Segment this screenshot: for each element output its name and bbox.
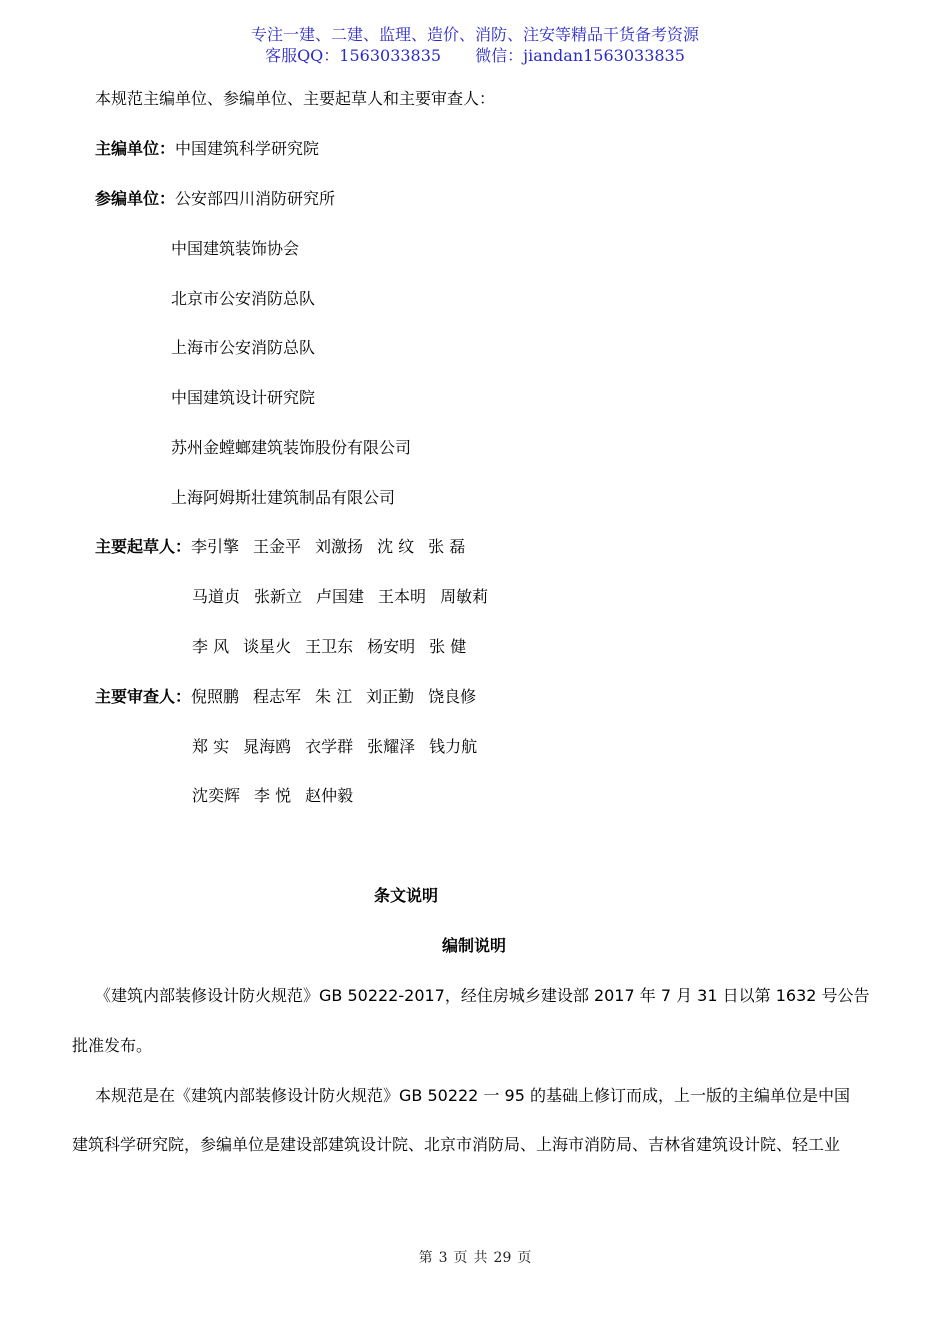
reviewers-row	[192, 786, 367, 806]
reviewers-label: 主要审查人：	[95, 687, 192, 706]
total-pages: 29	[493, 1250, 512, 1266]
chief-unit-label: 主编单位：	[95, 139, 176, 158]
drafters-row	[192, 637, 480, 657]
header-wechat: 微信：jiandan1563033835	[475, 46, 685, 65]
page-number: 3	[438, 1250, 448, 1266]
drafter-name: 沈 纹	[377, 537, 415, 556]
drafters-row	[95, 537, 479, 557]
paragraph-1-line-1: 《建筑内部装修设计防火规范》GB 50222-2017，经住房城乡建设部 2017 年 7 月 31 日以第 1632 号公告	[95, 986, 870, 1005]
chief-unit-value: 中国建筑科学研究院	[175, 139, 320, 158]
drafter-name: 张 磊	[428, 537, 466, 556]
reviewer-name: 晁海鸥	[243, 737, 292, 756]
participating-unit: 公安部四川消防研究所	[175, 189, 336, 208]
reviewer-name: 沈奕辉	[192, 786, 241, 805]
reviewer-name: 衣学群	[305, 737, 354, 756]
drafter-name: 刘激扬	[315, 537, 364, 556]
intro-text: 本规范主编单位、参编单位、主要起草人和主要审查人：	[95, 89, 496, 108]
paragraph-1-line-2: 批准发布。	[72, 1036, 153, 1055]
reviewer-name: 郑 实	[192, 737, 230, 756]
page-footer: 第 3 页 共 29 页	[418, 1250, 532, 1266]
participating-units-label: 参编单位：	[95, 189, 176, 208]
participating-unit: 中国建筑装饰协会	[171, 239, 300, 258]
drafter-name: 王本明	[378, 587, 427, 606]
chief-unit	[95, 139, 319, 159]
header-contact	[0, 46, 950, 66]
reviewers-row	[95, 687, 490, 707]
participating-unit: 上海阿姆斯壮建筑制品有限公司	[171, 488, 396, 507]
drafter-name: 李引擎	[191, 537, 240, 556]
reviewer-name: 朱 江	[315, 687, 353, 706]
header-qq: 客服QQ：1563033835	[265, 46, 442, 65]
paragraph-2-line-2: 建筑科学研究院，参编单位是建设部建筑设计院、北京市消防局、上海市消防局、吉林省建筑设计院、轻工业	[72, 1135, 841, 1154]
drafter-name: 李 风	[192, 637, 230, 656]
reviewer-name: 李 悦	[254, 786, 292, 805]
participating-unit: 中国建筑设计研究院	[171, 388, 316, 407]
drafter-name: 王金平	[253, 537, 302, 556]
reviewer-name: 刘正勤	[366, 687, 415, 706]
participating-unit: 苏州金螳螂建筑装饰股份有限公司	[171, 438, 412, 457]
reviewers-row	[192, 737, 491, 757]
participating-unit: 上海市公安消防总队	[171, 338, 316, 357]
drafter-name: 张 健	[429, 637, 467, 656]
reviewer-name: 赵仲毅	[305, 786, 354, 805]
drafter-name: 卢国建	[316, 587, 365, 606]
header-title: 专注一建、二建、监理、造价、消防、注安等精品干货备考资源	[250, 25, 699, 44]
paragraph-2-line-1: 本规范是在《建筑内部装修设计防火规范》GB 50222 一 95 的基础上修订而成，上一版的主编单位是中国	[95, 1086, 850, 1105]
drafter-name: 谈星火	[243, 637, 292, 656]
reviewer-name: 倪照鹏	[191, 687, 240, 706]
participating-unit: 北京市公安消防总队	[171, 289, 316, 308]
drafter-name: 张新立	[254, 587, 303, 606]
participating-units	[95, 189, 335, 209]
reviewer-name: 张耀泽	[367, 737, 416, 756]
drafters-label: 主要起草人：	[95, 537, 192, 556]
drafter-name: 王卫东	[305, 637, 354, 656]
reviewer-name: 钱力航	[429, 737, 478, 756]
section-title: 条文说明	[374, 886, 439, 905]
drafters-row	[192, 587, 502, 607]
drafter-name: 杨安明	[367, 637, 416, 656]
drafter-name: 马道贞	[192, 587, 241, 606]
drafter-name: 周敏莉	[440, 587, 489, 606]
subsection-title: 编制说明	[442, 936, 507, 955]
reviewer-name: 饶良修	[428, 687, 477, 706]
reviewer-name: 程志军	[253, 687, 302, 706]
